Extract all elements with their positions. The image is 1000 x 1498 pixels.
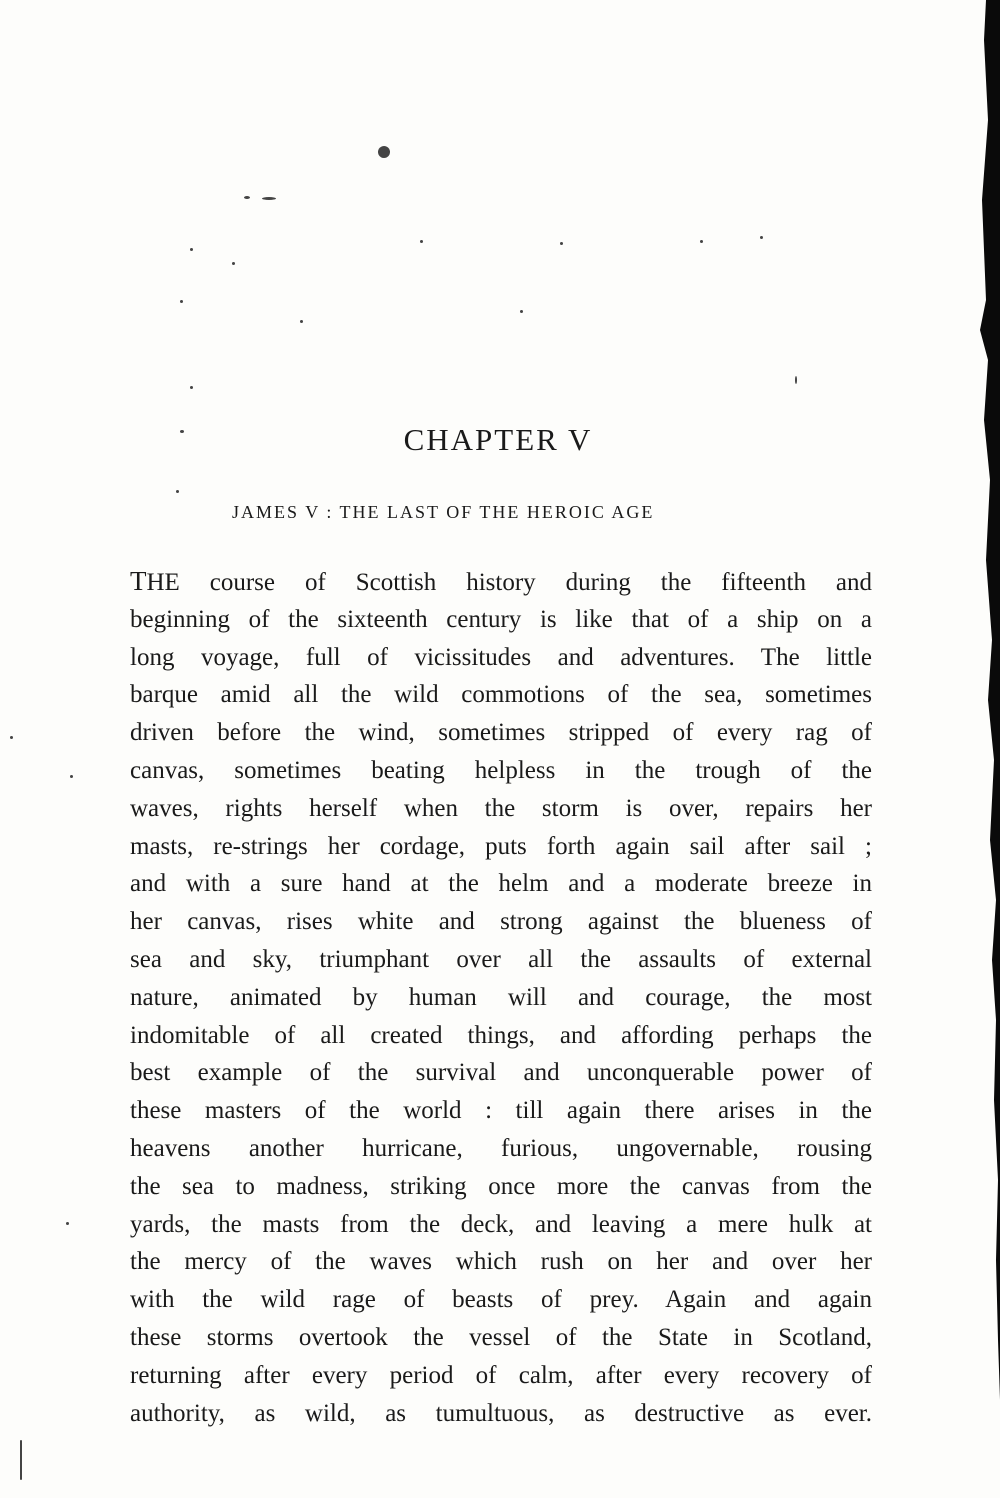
text-line: canvas, sometimes beating helpless in the trough of the [130,756,872,784]
text-line: these storms overtook the vessel of the State in Scotland, [130,1323,872,1351]
text-line: barque amid all the wild commotions of the sea, sometimes [130,681,872,709]
text-line: sea and sky, triumphant over all the assaults of external [130,945,872,973]
text-line: nature, animated by human will and courage, the most [130,983,872,1011]
chapter-title-text: CHAPTER V [403,422,593,457]
text-line: the mercy of the waves which rush on her and over her [130,1248,872,1276]
text-line: masts, re-strings her cordage, puts forth again sail after sail ; [130,832,872,860]
scan-edge-shadow [958,0,1000,1498]
text-line: indomitable of all created things, and affording perhaps the [130,1021,872,1049]
text-line: yards, the masts from the deck, and leaving a mere hulk at [130,1210,872,1238]
text-line: THE course of Scottish history during the fifteenth and [130,566,872,596]
text-line: her canvas, rises white and strong against the blueness of [130,908,872,936]
chapter-title [0,422,1000,458]
text-line: beginning of the sixteenth century is like that of a ship on a [130,605,872,633]
text-line: authority, as wild, as tumultuous, as destructive as ever. [130,1399,872,1427]
text-line: long voyage, full of vicissitudes and adventures. The little [130,643,872,671]
text-line: heavens another hurricane, furious, ungovernable, rousing [130,1134,872,1162]
text-line: waves, rights herself when the storm is over, repairs her [130,794,872,822]
text-line: these masters of the world : till again there arises in the [130,1097,872,1125]
chapter-subtitle: JAMES V : THE LAST OF THE HEROIC AGE [232,502,655,522]
text-line: the sea to madness, striking once more the canvas from the [130,1172,872,1200]
text-line: driven before the wind, sometimes stripped of every rag of [130,719,872,747]
text-line: and with a sure hand at the helm and a moderate breeze in [130,870,872,898]
text-line: with the wild rage of beasts of prey. Again and again [130,1286,872,1314]
text-line: best example of the survival and unconquerable power of [130,1059,872,1087]
body-paragraph [130,563,872,1432]
text-line: returning after every period of calm, after every recovery of [130,1361,872,1389]
